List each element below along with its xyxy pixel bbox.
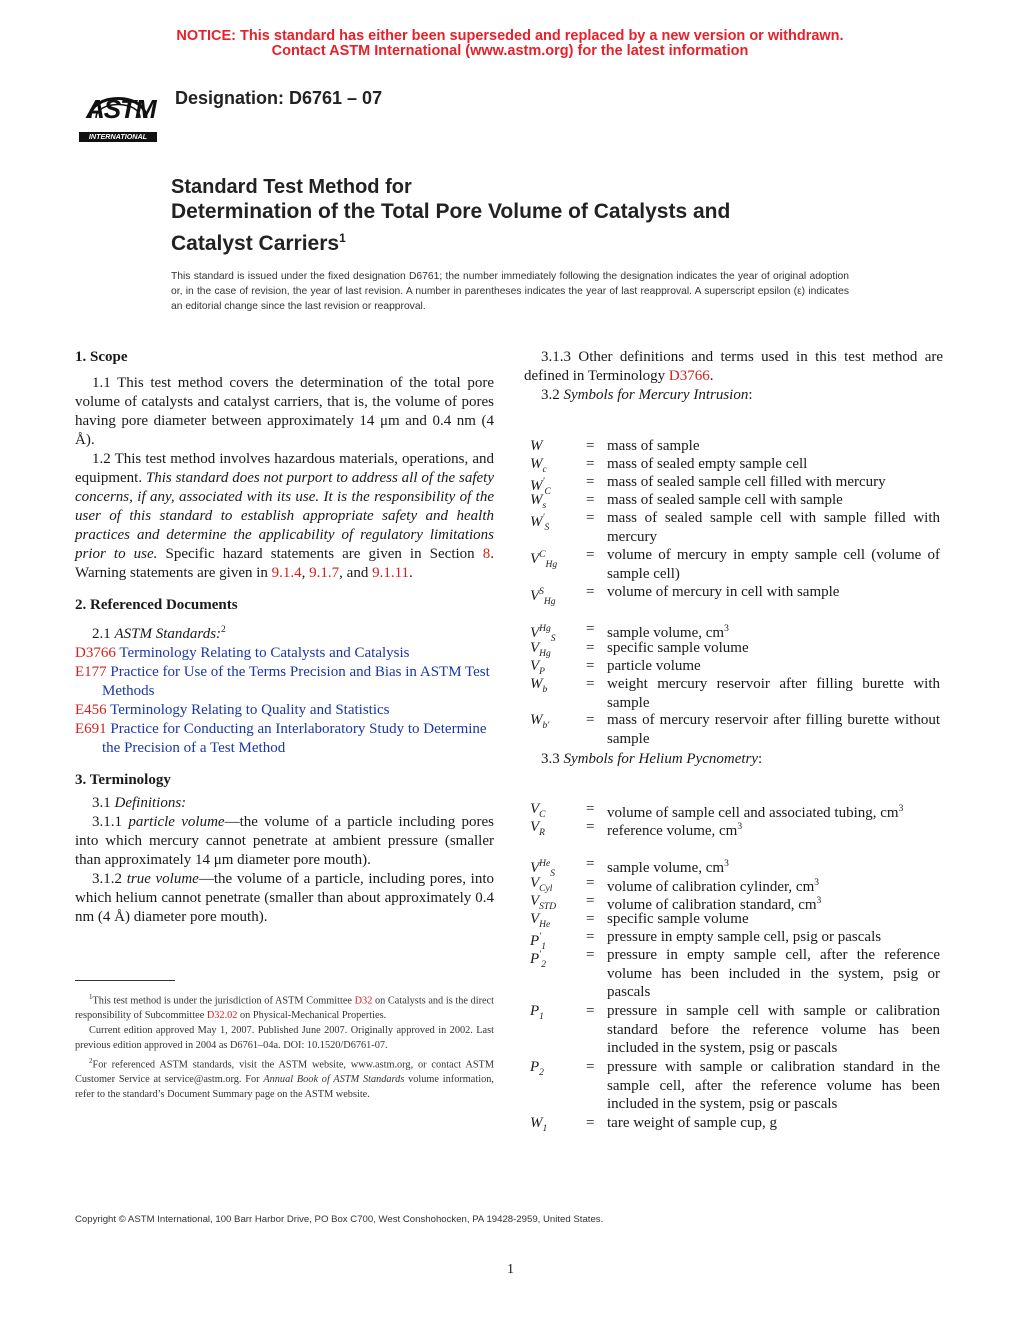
- link-section-8[interactable]: 8: [482, 546, 491, 562]
- right-column: [524, 348, 943, 405]
- ref-item[interactable]: E691 Practice for Conducting an Interlaboratory Study to Determine the Precision of a Test Method: [75, 721, 487, 756]
- symbol-description: [607, 1058, 940, 1114]
- symbol-superscript: ': [542, 513, 545, 523]
- symbol-base: W: [530, 492, 543, 508]
- symbol-base: W: [530, 676, 543, 692]
- symbol-description: [607, 946, 940, 1002]
- footnote-2: $^2$For referenced ASTM standards, visit the ASTM website, www.astm.org, or contact ASTM Customer Service at service@astm.org. For Annual Book of ASTM Standards volume information, refer to the standard’s Document Summary page on the ASTM website.: [75, 1056, 494, 1100]
- symbol-equals: =: [586, 676, 595, 692]
- symbol-name: [530, 546, 557, 575]
- symbol-base: V: [530, 588, 540, 604]
- symbol-equals: =: [586, 819, 595, 835]
- symbol-subscript: Hg: [539, 649, 551, 659]
- symbol-subscript: Hg: [543, 597, 556, 607]
- symbol-equals: =: [586, 492, 595, 508]
- symbol-base: V: [530, 893, 540, 909]
- symbol-description: [607, 491, 940, 510]
- para-1-2: 1.2 This test method involves hazardous materials, operations, and equipment. This standard does not purport to address all of the safety concerns, if any, associated with its use. It is the responsibility of the user of this standard to establish appropriate safety and health practices and determine the applicability of regulatory limitations prior to use. Specific hazard statements are given in Section 8. Warning statements are given in 9.1.4, 9.1.7, and 9.1.11.: [75, 451, 494, 581]
- astm-logo: [76, 72, 160, 152]
- symbol-equals: =: [586, 474, 595, 490]
- symbol-equals: =: [586, 801, 595, 817]
- symbol-name: [530, 675, 547, 700]
- symbol-equals: =: [586, 875, 595, 891]
- symbol-description: [607, 675, 940, 712]
- symbol-base: V: [530, 819, 540, 835]
- symbol-name: [530, 1002, 544, 1027]
- para-3-2: 3.2 Symbols for Mercury Intrusion:: [541, 387, 753, 403]
- referenced-heading: 2. Referenced Documents: [75, 597, 238, 613]
- para-3-1: 3.1 Definitions:: [92, 795, 187, 811]
- symbol-description-text: mass of sample: [607, 438, 700, 454]
- symbol-equals: =: [586, 584, 595, 600]
- symbol-equals: =: [586, 712, 595, 728]
- symbol-equals: =: [586, 456, 595, 472]
- symbol-description: [607, 583, 940, 602]
- title-line1: Standard Test Method for: [171, 176, 412, 198]
- symbol-description-text: mass of mercury reservoir after filling burette without sample: [607, 712, 940, 747]
- symbol-description-text: volume of calibration cylinder, cm: [607, 879, 815, 895]
- symbol-description-text: volume of mercury in cell with sample: [607, 584, 840, 600]
- issued-note: This standard is issued under the fixed designation D6761; the number immediately following the designation indicates the year of original adoption or, in the case of revision, the year of last revision. A number in parentheses indicates the year of last reapproval. A superscript epsilon (ε) indicates an editorial change since the last revision or reapproval.: [171, 271, 849, 312]
- symbol-description-text: pressure with sample or calibration standard in the sample cell, after the reference volume has been included in the system, psig or pascals: [607, 1059, 940, 1112]
- footnotes: [75, 990, 494, 1102]
- symbol-superscript: ': [539, 932, 542, 942]
- astm-logo-text: ASTM: [86, 94, 156, 124]
- symbol-description-superscript: 3: [724, 859, 729, 869]
- symbol-subscript: C: [544, 487, 551, 497]
- symbol-base: P: [530, 951, 540, 967]
- symbol-description-text: tare weight of sample cup, g: [607, 1115, 777, 1131]
- symbol-description: [607, 437, 940, 456]
- symbol-equals: =: [586, 1059, 595, 1075]
- symbol-base: V: [530, 551, 540, 567]
- symbol-subscript: S: [544, 523, 550, 533]
- symbol-description: [607, 818, 940, 841]
- left-column: [75, 348, 494, 927]
- symbol-equals: =: [586, 929, 595, 945]
- symbol-description-text: reference volume, cm: [607, 823, 738, 839]
- symbol-description-text: pressure in empty sample cell, after the reference volume has been included in the system, psig or pascals: [607, 947, 940, 1000]
- symbol-subscript: R: [539, 828, 545, 838]
- symbol-description-text: sample volume, cm: [607, 860, 725, 876]
- ref-item[interactable]: E177 Practice for Use of the Terms Precision and Bias in ASTM Test Methods: [75, 664, 490, 699]
- para-2-1: 2.1 ASTM Standards:$^2$: [92, 625, 226, 642]
- scope-heading: 1. Scope: [75, 349, 128, 365]
- symbol-description-text: mass of sealed sample cell with sample filled with mercury: [607, 510, 940, 545]
- symbol-description-text: specific sample volume: [607, 911, 749, 927]
- symbol-subscript: S: [550, 634, 556, 644]
- symbol-description: [607, 910, 940, 929]
- symbol-name: [530, 946, 546, 975]
- symbol-base: W: [530, 456, 543, 472]
- symbol-description: [607, 1002, 940, 1058]
- symbol-equals: =: [586, 640, 595, 656]
- symbol-base: W: [530, 712, 543, 728]
- symbol-equals: =: [586, 547, 595, 563]
- designation: Designation: D6761 – 07: [175, 88, 383, 108]
- symbol-description: [607, 711, 940, 748]
- para-3-1-3: 3.1.3 Other definitions and terms used in this test method are defined in Terminology D3766.: [524, 349, 943, 384]
- symbol-description-superscript: 3: [724, 624, 729, 634]
- terminology-heading: 3. Terminology: [75, 772, 171, 788]
- symbol-base: W: [530, 438, 543, 454]
- symbol-name: [530, 1114, 547, 1139]
- symbol-description-text: volume of calibration standard, cm: [607, 897, 817, 913]
- symbol-superscript: He: [539, 859, 551, 869]
- symbol-subscript: s: [542, 501, 547, 511]
- symbol-equals: =: [586, 658, 595, 674]
- symbol-description: [607, 546, 940, 583]
- symbol-description-text: volume of mercury in empty sample cell (volume of sample cell): [607, 547, 940, 582]
- symbol-subscript: Cyl: [539, 884, 553, 894]
- symbol-description-text: pressure in empty sample cell, psig or pascals: [607, 929, 882, 945]
- symbol-description-superscript: 3: [814, 878, 819, 888]
- link-d32[interactable]: D32: [354, 995, 373, 1007]
- symbol-equals: =: [586, 1003, 595, 1019]
- symbol-base: P: [530, 933, 540, 949]
- symbol-name: [530, 437, 543, 456]
- footnote-1: $^1$This test method is under the jurisdiction of ASTM Committee D32 on Catalysts and is the direct responsibility of Subcommittee D32.02 on Physical-Mechanical Properties.: [75, 993, 495, 1022]
- astm-logo-subtext: INTERNATIONAL: [88, 132, 148, 141]
- symbol-superscript: ': [539, 950, 542, 960]
- symbol-name: [530, 1058, 544, 1083]
- symbol-base: V: [530, 658, 540, 674]
- symbol-superscript: ': [542, 477, 545, 487]
- copyright: Copyright © ASTM International, 100 Barr Harbor Drive, PO Box C700, West Conshohocken, PA 19428-2959, United States.: [75, 1214, 604, 1225]
- symbol-subscript: He: [539, 920, 551, 930]
- symbol-description-superscript: 3: [898, 804, 904, 814]
- title-line2: Determination of the Total Pore Volume of Catalysts and: [171, 200, 731, 223]
- symbol-equals: =: [586, 510, 595, 526]
- para-3-3-container: [524, 750, 943, 769]
- link-9-1-7[interactable]: 9.1.7: [309, 565, 340, 581]
- symbol-description-text: mass of sealed empty sample cell: [607, 456, 808, 472]
- symbol-name: [530, 818, 545, 843]
- symbol-subscript: C: [539, 810, 546, 820]
- symbol-base: P: [530, 1003, 540, 1019]
- symbol-subscript: S: [550, 869, 555, 879]
- footnote-rule: [75, 980, 175, 981]
- symbol-description: [607, 1114, 940, 1133]
- para-3-1-2: 3.1.2 true volume—the volume of a particle, including pores, into which helium cannot penetrate (smaller than about approximately 0.4 nm (4 Å) diameter pore mouth).: [75, 871, 494, 925]
- title-line3: Catalyst Carriers$^1$: [171, 231, 346, 255]
- ref-item[interactable]: D3766 Terminology Relating to Catalysts and Catalysis: [75, 645, 410, 661]
- symbol-subscript: Hg: [545, 560, 558, 570]
- symbol-subscript: 1: [541, 942, 546, 952]
- symbol-description-superscript: 3: [816, 896, 822, 906]
- symbol-description-text: particle volume: [607, 658, 701, 674]
- symbol-superscript: S: [539, 587, 544, 597]
- symbol-description-superscript: 3: [737, 822, 743, 832]
- symbol-name: [530, 509, 549, 538]
- symbol-subscript: c: [542, 465, 547, 475]
- symbol-subscript: b': [542, 721, 550, 731]
- title-footnote-mark: 1: [339, 231, 346, 245]
- symbol-description: [607, 639, 940, 658]
- symbol-subscript: 2: [541, 960, 546, 970]
- symbol-base: V: [530, 911, 540, 927]
- symbol-description: [607, 657, 940, 676]
- symbol-name: [530, 711, 549, 736]
- symbol-description: [607, 455, 940, 474]
- symbol-base: V: [530, 640, 540, 656]
- page-number: 1: [507, 1262, 514, 1277]
- symbol-base: V: [530, 860, 540, 876]
- symbol-subscript: 2: [539, 1068, 544, 1078]
- footnote-1-edition: Current edition approved May 1, 2007. Published June 2007. Originally approved in 2002. Last previous edition approved in 2004 as D6761–04a. DOI: 10.1520/D6761-07.: [75, 1025, 494, 1051]
- symbol-equals: =: [586, 438, 595, 454]
- symbol-subscript: P: [539, 667, 545, 677]
- symbol-description-text: mass of sealed sample cell filled with mercury: [607, 474, 886, 490]
- link-d32-02[interactable]: D32.02: [206, 1010, 238, 1022]
- para-1-1: 1.1 This test method covers the determination of the total pore volume of catalysts and catalyst carriers, that is, the volume of pores having pore diameter between approximately 14 μm and 0.4 nm (4 Å).: [75, 375, 494, 448]
- symbol-subscript: 1: [542, 1124, 548, 1134]
- para-3-3: 3.3 Symbols for Helium Pycnometry:: [541, 751, 763, 767]
- symbol-base: P: [530, 1059, 540, 1075]
- symbol-superscript: Hg: [539, 624, 551, 634]
- symbol-description: [607, 509, 940, 546]
- supersede-notice-line2: Contact ASTM International (www.astm.org) for the latest information: [271, 43, 749, 59]
- symbol-equals: =: [586, 911, 595, 927]
- symbol-base: V: [530, 625, 540, 641]
- symbol-equals: =: [586, 856, 595, 872]
- symbol-superscript: C: [539, 550, 546, 560]
- link-9-1-4[interactable]: 9.1.4: [271, 565, 302, 581]
- symbol-description-text: sample volume, cm: [607, 625, 725, 641]
- symbol-description-text: pressure in sample cell with sample or calibration standard before the reference volume has been included in the system, psig or pascals: [607, 1003, 940, 1056]
- symbol-subscript: 1: [539, 1012, 544, 1022]
- ref-item[interactable]: E456 Terminology Relating to Quality and Statistics: [75, 702, 390, 718]
- symbol-equals: =: [586, 947, 595, 963]
- symbol-description-text: specific sample volume: [607, 640, 749, 656]
- link-9-1-11[interactable]: 9.1.11: [372, 565, 410, 581]
- symbol-description-text: mass of sealed sample cell with sample: [607, 492, 843, 508]
- symbol-base: W: [530, 514, 543, 530]
- symbol-description: [607, 928, 940, 947]
- symbol-description: [607, 473, 940, 492]
- symbol-description-text: volume of sample cell and associated tubing, cm: [607, 805, 899, 821]
- document-title: [171, 175, 730, 257]
- symbol-equals: =: [586, 1115, 595, 1131]
- symbol-subscript: b: [542, 685, 548, 695]
- symbol-subscript: STD: [539, 902, 557, 912]
- symbol-equals: =: [586, 893, 595, 909]
- symbol-base: V: [530, 875, 540, 891]
- supersede-notice-line1: NOTICE: This standard has either been superseded and replaced by a new version or withdrawn.: [176, 28, 844, 44]
- symbol-base: V: [530, 801, 540, 817]
- symbol-base: W: [530, 478, 543, 494]
- link-d3766[interactable]: D3766: [668, 368, 710, 384]
- symbol-name: [530, 583, 556, 612]
- symbol-equals: =: [586, 621, 595, 637]
- symbol-description-text: weight mercury reservoir after filling burette with sample: [607, 676, 940, 711]
- symbol-base: W: [530, 1115, 543, 1131]
- para-3-1-1: 3.1.1 particle volume—the volume of a particle including pores into which mercury cannot penetrate at ambient pressure (smaller than approximately 14 μm diameter pore mouth).: [75, 814, 495, 868]
